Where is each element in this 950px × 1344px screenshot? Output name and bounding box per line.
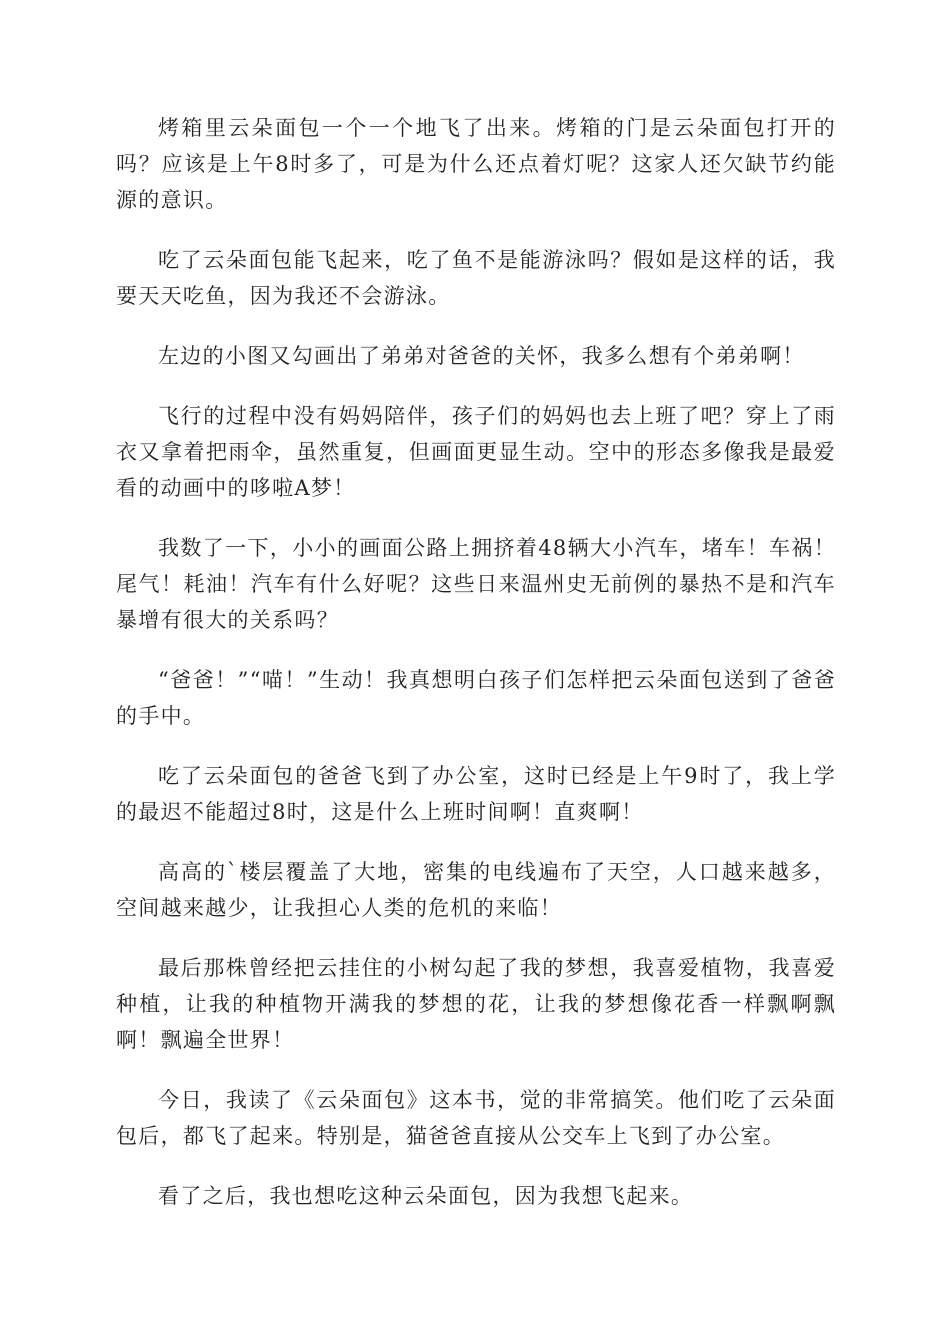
paragraph: 最后那株曾经把云挂住的小树勾起了我的梦想，我喜爱植物，我喜爱种植，让我的种植物开满我的梦想的花，让我的梦想像花香一样飘啊飘啊！飘遍全世界！ — [116, 956, 836, 1052]
paragraph: “爸爸！”“喵！”生动！我真想明白孩子们怎样把云朵面包送到了爸爸的手中。 — [116, 668, 836, 728]
paragraph: 高高的`楼层覆盖了大地，密集的电线遍布了天空，人口越来越多，空间越来越少，让我担心人类的危机的来临！ — [116, 860, 836, 920]
paragraph: 吃了云朵面包能飞起来，吃了鱼不是能游泳吗？假如是这样的话，我要天天吃鱼，因为我还不会游泳。 — [116, 248, 836, 308]
document-body — [116, 110, 836, 1238]
paragraph: 左边的小图又勾画出了弟弟对爸爸的关怀，我多么想有个弟弟啊！ — [158, 344, 805, 368]
paragraph: 我数了一下，小小的画面公路上拥挤着48辆大小汽车，堵车！车祸！尾气！耗油！汽车有什么好呢？这些日来温州史无前例的暴热不是和汽车暴增有很大的关系吗？ — [116, 536, 836, 632]
paragraph: 吃了云朵面包的爸爸飞到了办公室，这时已经是上午9时了，我上学的最迟不能超过8时，这是什么上班时间啊！直爽啊！ — [116, 764, 836, 824]
paragraph: 飞行的过程中没有妈妈陪伴，孩子们的妈妈也去上班了吧？穿上了雨衣又拿着把雨伞，虽然重复，但画面更显生动。空中的形态多像我是最爱看的动画中的哆啦A梦！ — [116, 404, 836, 500]
paragraph: 看了之后，我也想吃这种云朵面包，因为我想飞起来。 — [158, 1184, 694, 1208]
paragraph: 烤箱里云朵面包一个一个地飞了出来。烤箱的门是云朵面包打开的吗？应该是上午8时多了，可是为什么还点着灯呢？这家人还欠缺节约能源的意识。 — [116, 116, 836, 212]
paragraph: 今日，我读了《云朵面包》这本书，觉的非常搞笑。他们吃了云朵面包后，都飞了起来。特别是，猫爸爸直接从公交车上飞到了办公室。 — [116, 1088, 836, 1148]
